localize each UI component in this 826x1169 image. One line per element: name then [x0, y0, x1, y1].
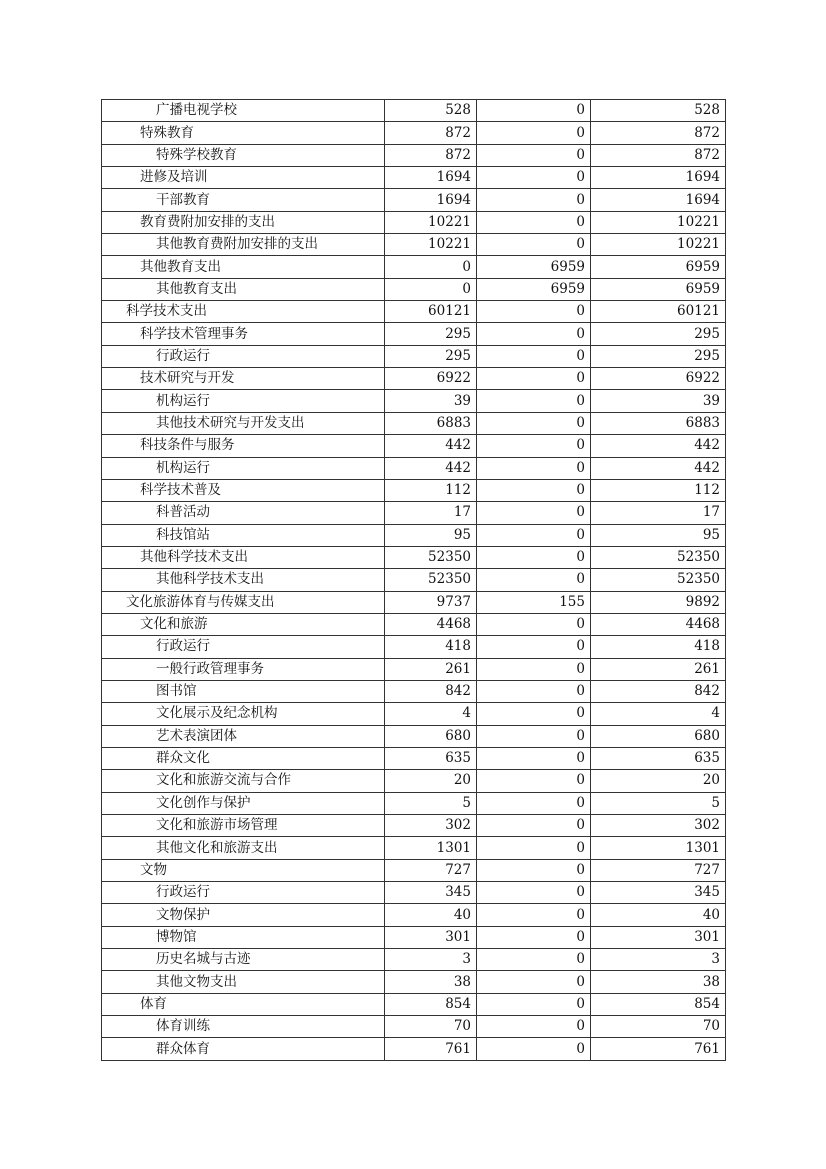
value-cell-col3: 1694	[591, 189, 726, 211]
value-cell-col1: 1301	[385, 837, 477, 859]
value-cell-col1: 5	[385, 792, 477, 814]
value-cell-col3: 40	[591, 904, 726, 926]
table-row	[102, 457, 726, 479]
item-name-cell: 群众体育	[102, 1038, 385, 1060]
value-cell-col3: 442	[591, 435, 726, 457]
value-cell-col2: 6959	[477, 278, 591, 300]
value-cell-col2: 0	[477, 211, 591, 233]
value-cell-col2: 0	[477, 390, 591, 412]
value-cell-col3: 38	[591, 971, 726, 993]
item-name-cell: 其他文化和旅游支出	[102, 837, 385, 859]
value-cell-col2: 0	[477, 345, 591, 367]
table-row	[102, 345, 726, 367]
item-name-cell: 文化创作与保护	[102, 792, 385, 814]
table-row	[102, 144, 726, 166]
table-row	[102, 971, 726, 993]
table-row	[102, 725, 726, 747]
table-row	[102, 301, 726, 323]
table-row	[102, 904, 726, 926]
value-cell-col1: 854	[385, 993, 477, 1015]
item-name-cell: 博物馆	[102, 926, 385, 948]
value-cell-col1: 761	[385, 1038, 477, 1060]
value-cell-col3: 9892	[591, 591, 726, 613]
item-name-cell: 文化和旅游	[102, 613, 385, 635]
value-cell-col1: 345	[385, 882, 477, 904]
value-cell-col2: 0	[477, 792, 591, 814]
item-name-cell: 其他教育费附加安排的支出	[102, 234, 385, 256]
value-cell-col3: 345	[591, 882, 726, 904]
value-cell-col1: 38	[385, 971, 477, 993]
value-cell-col2: 0	[477, 636, 591, 658]
item-name-cell: 体育训练	[102, 1016, 385, 1038]
value-cell-col2: 0	[477, 546, 591, 568]
value-cell-col1: 9737	[385, 591, 477, 613]
value-cell-col3: 60121	[591, 301, 726, 323]
value-cell-col2: 0	[477, 1038, 591, 1060]
item-name-cell: 科普活动	[102, 502, 385, 524]
value-cell-col3: 727	[591, 859, 726, 881]
item-name-cell: 其他技术研究与开发支出	[102, 412, 385, 434]
value-cell-col1: 442	[385, 457, 477, 479]
value-cell-col3: 5	[591, 792, 726, 814]
item-name-cell: 科学技术管理事务	[102, 323, 385, 345]
item-name-cell: 机构运行	[102, 390, 385, 412]
value-cell-col1: 112	[385, 479, 477, 501]
item-name-cell: 科学技术普及	[102, 479, 385, 501]
value-cell-col3: 39	[591, 390, 726, 412]
table-row	[102, 234, 726, 256]
value-cell-col2: 0	[477, 949, 591, 971]
value-cell-col1: 10221	[385, 234, 477, 256]
table-row	[102, 770, 726, 792]
value-cell-col3: 3	[591, 949, 726, 971]
table-body	[102, 100, 726, 1061]
table-row	[102, 926, 726, 948]
value-cell-col1: 0	[385, 278, 477, 300]
item-name-cell: 艺术表演团体	[102, 725, 385, 747]
table-row	[102, 412, 726, 434]
table-row	[102, 703, 726, 725]
item-name-cell: 行政运行	[102, 345, 385, 367]
table-row	[102, 792, 726, 814]
item-name-cell: 体育	[102, 993, 385, 1015]
value-cell-col2: 0	[477, 144, 591, 166]
value-cell-col2: 0	[477, 770, 591, 792]
item-name-cell: 文物保护	[102, 904, 385, 926]
item-name-cell: 行政运行	[102, 636, 385, 658]
item-name-cell: 科技馆站	[102, 524, 385, 546]
value-cell-col3: 528	[591, 100, 726, 122]
value-cell-col2: 0	[477, 904, 591, 926]
value-cell-col3: 4468	[591, 613, 726, 635]
value-cell-col2: 0	[477, 1016, 591, 1038]
item-name-cell: 其他教育支出	[102, 256, 385, 278]
item-name-cell: 教育费附加安排的支出	[102, 211, 385, 233]
item-name-cell: 进修及培训	[102, 167, 385, 189]
value-cell-col2: 0	[477, 837, 591, 859]
item-name-cell: 一般行政管理事务	[102, 658, 385, 680]
value-cell-col3: 295	[591, 323, 726, 345]
value-cell-col1: 295	[385, 345, 477, 367]
value-cell-col2: 0	[477, 680, 591, 702]
value-cell-col3: 295	[591, 345, 726, 367]
item-name-cell: 科学技术支出	[102, 301, 385, 323]
value-cell-col1: 418	[385, 636, 477, 658]
item-name-cell: 其他文物支出	[102, 971, 385, 993]
item-name-cell: 文物	[102, 859, 385, 881]
item-name-cell: 特殊学校教育	[102, 144, 385, 166]
table-row	[102, 323, 726, 345]
value-cell-col1: 95	[385, 524, 477, 546]
value-cell-col3: 112	[591, 479, 726, 501]
value-cell-col1: 6883	[385, 412, 477, 434]
value-cell-col2: 0	[477, 971, 591, 993]
value-cell-col3: 20	[591, 770, 726, 792]
value-cell-col1: 4	[385, 703, 477, 725]
value-cell-col3: 6959	[591, 278, 726, 300]
value-cell-col3: 10221	[591, 211, 726, 233]
value-cell-col2: 0	[477, 368, 591, 390]
item-name-cell: 技术研究与开发	[102, 368, 385, 390]
value-cell-col1: 52350	[385, 546, 477, 568]
table-row	[102, 368, 726, 390]
value-cell-col1: 70	[385, 1016, 477, 1038]
value-cell-col3: 680	[591, 725, 726, 747]
table-row	[102, 211, 726, 233]
value-cell-col2: 0	[477, 412, 591, 434]
value-cell-col1: 872	[385, 122, 477, 144]
value-cell-col3: 261	[591, 658, 726, 680]
item-name-cell: 广播电视学校	[102, 100, 385, 122]
value-cell-col1: 17	[385, 502, 477, 524]
value-cell-col3: 17	[591, 502, 726, 524]
value-cell-col2: 0	[477, 234, 591, 256]
value-cell-col2: 0	[477, 122, 591, 144]
table-row	[102, 479, 726, 501]
table-row	[102, 256, 726, 278]
value-cell-col3: 52350	[591, 546, 726, 568]
table-row	[102, 815, 726, 837]
table-row	[102, 591, 726, 613]
item-name-cell: 文化展示及纪念机构	[102, 703, 385, 725]
table-row	[102, 189, 726, 211]
value-cell-col3: 95	[591, 524, 726, 546]
table-row	[102, 524, 726, 546]
value-cell-col3: 6959	[591, 256, 726, 278]
value-cell-col1: 301	[385, 926, 477, 948]
value-cell-col1: 4468	[385, 613, 477, 635]
value-cell-col2: 0	[477, 435, 591, 457]
value-cell-col1: 20	[385, 770, 477, 792]
value-cell-col2: 0	[477, 524, 591, 546]
value-cell-col2: 0	[477, 747, 591, 769]
item-name-cell: 其他教育支出	[102, 278, 385, 300]
value-cell-col2: 0	[477, 815, 591, 837]
table-row	[102, 569, 726, 591]
table-row	[102, 882, 726, 904]
value-cell-col2: 0	[477, 859, 591, 881]
value-cell-col3: 872	[591, 144, 726, 166]
value-cell-col3: 418	[591, 636, 726, 658]
value-cell-col1: 1694	[385, 189, 477, 211]
value-cell-col3: 6922	[591, 368, 726, 390]
item-name-cell: 其他科学技术支出	[102, 546, 385, 568]
value-cell-col1: 442	[385, 435, 477, 457]
table-row	[102, 993, 726, 1015]
value-cell-col3: 872	[591, 122, 726, 144]
table-row	[102, 636, 726, 658]
table-row	[102, 502, 726, 524]
table-row	[102, 1038, 726, 1060]
value-cell-col3: 70	[591, 1016, 726, 1038]
value-cell-col3: 10221	[591, 234, 726, 256]
value-cell-col3: 854	[591, 993, 726, 1015]
table-row	[102, 100, 726, 122]
value-cell-col3: 4	[591, 703, 726, 725]
table-row	[102, 167, 726, 189]
table-row	[102, 949, 726, 971]
value-cell-col3: 52350	[591, 569, 726, 591]
value-cell-col3: 442	[591, 457, 726, 479]
table-row	[102, 122, 726, 144]
value-cell-col1: 528	[385, 100, 477, 122]
value-cell-col2: 155	[477, 591, 591, 613]
value-cell-col2: 0	[477, 658, 591, 680]
item-name-cell: 机构运行	[102, 457, 385, 479]
value-cell-col2: 0	[477, 703, 591, 725]
value-cell-col1: 3	[385, 949, 477, 971]
value-cell-col1: 635	[385, 747, 477, 769]
value-cell-col1: 727	[385, 859, 477, 881]
budget-table	[101, 99, 726, 1061]
value-cell-col1: 52350	[385, 569, 477, 591]
value-cell-col1: 39	[385, 390, 477, 412]
value-cell-col1: 842	[385, 680, 477, 702]
value-cell-col2: 0	[477, 167, 591, 189]
value-cell-col1: 0	[385, 256, 477, 278]
item-name-cell: 文化和旅游交流与合作	[102, 770, 385, 792]
table-row	[102, 680, 726, 702]
value-cell-col2: 0	[477, 100, 591, 122]
value-cell-col1: 1694	[385, 167, 477, 189]
value-cell-col2: 0	[477, 502, 591, 524]
value-cell-col1: 680	[385, 725, 477, 747]
value-cell-col2: 0	[477, 323, 591, 345]
table-row	[102, 859, 726, 881]
item-name-cell: 特殊教育	[102, 122, 385, 144]
value-cell-col3: 1694	[591, 167, 726, 189]
item-name-cell: 科技条件与服务	[102, 435, 385, 457]
value-cell-col1: 302	[385, 815, 477, 837]
value-cell-col1: 261	[385, 658, 477, 680]
table-row	[102, 613, 726, 635]
value-cell-col1: 40	[385, 904, 477, 926]
table-row	[102, 1016, 726, 1038]
table-row	[102, 435, 726, 457]
value-cell-col2: 0	[477, 457, 591, 479]
value-cell-col3: 842	[591, 680, 726, 702]
item-name-cell: 群众文化	[102, 747, 385, 769]
value-cell-col2: 0	[477, 189, 591, 211]
value-cell-col3: 301	[591, 926, 726, 948]
value-cell-col2: 0	[477, 993, 591, 1015]
value-cell-col3: 761	[591, 1038, 726, 1060]
item-name-cell: 历史名城与古迹	[102, 949, 385, 971]
item-name-cell: 文化和旅游市场管理	[102, 815, 385, 837]
item-name-cell: 其他科学技术支出	[102, 569, 385, 591]
item-name-cell: 行政运行	[102, 882, 385, 904]
value-cell-col3: 6883	[591, 412, 726, 434]
table-row	[102, 546, 726, 568]
value-cell-col2: 0	[477, 725, 591, 747]
item-name-cell: 文化旅游体育与传媒支出	[102, 591, 385, 613]
item-name-cell: 图书馆	[102, 680, 385, 702]
value-cell-col1: 10221	[385, 211, 477, 233]
value-cell-col1: 872	[385, 144, 477, 166]
value-cell-col2: 0	[477, 569, 591, 591]
value-cell-col2: 0	[477, 926, 591, 948]
value-cell-col3: 635	[591, 747, 726, 769]
value-cell-col2: 0	[477, 882, 591, 904]
value-cell-col3: 302	[591, 815, 726, 837]
value-cell-col2: 6959	[477, 256, 591, 278]
value-cell-col1: 295	[385, 323, 477, 345]
value-cell-col2: 0	[477, 613, 591, 635]
value-cell-col3: 1301	[591, 837, 726, 859]
value-cell-col2: 0	[477, 301, 591, 323]
table-row	[102, 747, 726, 769]
table-row	[102, 278, 726, 300]
value-cell-col1: 6922	[385, 368, 477, 390]
item-name-cell: 干部教育	[102, 189, 385, 211]
value-cell-col1: 60121	[385, 301, 477, 323]
table-row	[102, 390, 726, 412]
table-row	[102, 837, 726, 859]
table-row	[102, 658, 726, 680]
value-cell-col2: 0	[477, 479, 591, 501]
